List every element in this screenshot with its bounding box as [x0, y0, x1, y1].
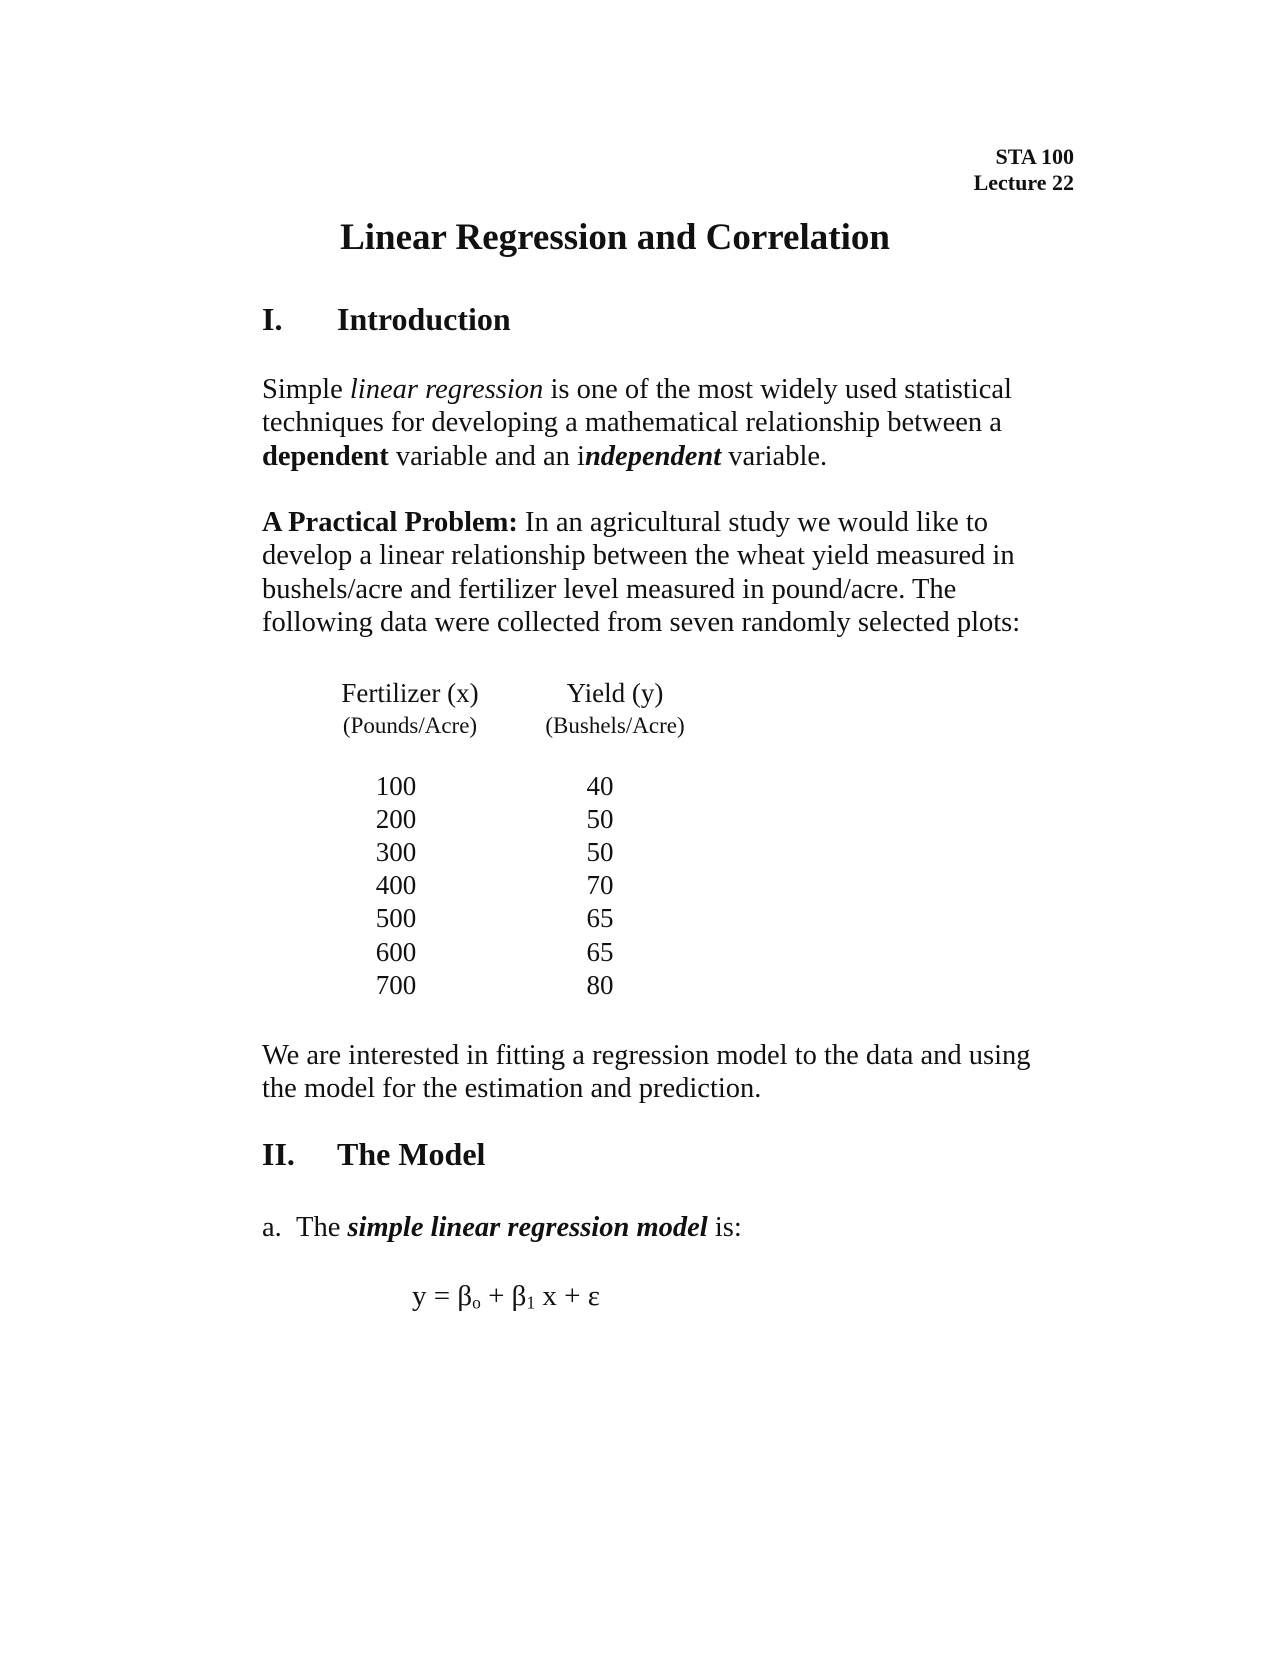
- intro-text: is one of the most widely used statistical techniques for developing a mathematical relationship between a: [262, 374, 1012, 439]
- intro-text: variable and an i: [388, 440, 585, 472]
- item-text: is:: [707, 1212, 742, 1243]
- table-cell-x: 400: [375, 870, 417, 900]
- course-code: STA 100: [995, 144, 1074, 169]
- table-unit-yield: (Bushels/Acre): [545, 713, 685, 738]
- section-heading: Introduction: [337, 301, 511, 337]
- formula-rest: x + ε: [535, 1280, 600, 1312]
- model-item: [262, 1211, 1062, 1244]
- table-cell-y: 40: [586, 771, 614, 801]
- item-label: a.: [262, 1212, 282, 1243]
- table-cell-y: 65: [586, 937, 614, 967]
- table-cell-x: 600: [375, 937, 417, 967]
- table-cell-y: 80: [586, 970, 614, 1000]
- intro-paragraph: [262, 373, 1062, 473]
- table-cell-x: 100: [375, 771, 417, 801]
- regression-formula: [412, 1280, 600, 1313]
- intro-term-linear-regression: linear regression: [349, 374, 544, 405]
- intro-text: variable.: [721, 440, 828, 472]
- section-number: II.: [262, 1136, 295, 1172]
- practical-problem-paragraph: [262, 506, 1062, 639]
- table-cell-x: 700: [375, 970, 417, 1000]
- formula-subscript-0: o: [472, 1292, 481, 1313]
- page-title: Linear Regression and Correlation: [340, 217, 890, 258]
- table-header-fertilizer: Fertilizer (x): [341, 678, 479, 708]
- item-text: The: [296, 1212, 348, 1243]
- practical-problem-label: A Practical Problem:: [262, 507, 518, 538]
- practical-problem-text: In an agricultural study we would like to develop a linear relationship between the wheat yield measured in bushels/acre and fertilizer level measured in pound/acre. The following data were collected from seven randomly selected plots:: [262, 507, 1021, 638]
- section-heading: The Model: [337, 1136, 486, 1172]
- section-number: I.: [262, 301, 283, 337]
- table-header-yield: Yield (y): [566, 678, 664, 708]
- model-term: simple linear regression model: [347, 1212, 708, 1243]
- table-cell-x: 500: [375, 903, 417, 933]
- formula-lhs: y = β: [412, 1280, 473, 1312]
- table-cell-y: 50: [586, 837, 614, 867]
- intro-text: Simple: [262, 374, 350, 405]
- intro-term-dependent: dependent: [262, 440, 389, 472]
- table-cell-x: 300: [375, 837, 417, 867]
- table-cell-y: 50: [586, 804, 614, 834]
- closing-paragraph: We are interested in fitting a regression model to the data and using the model for the estimation and prediction.: [262, 1040, 1031, 1105]
- table-cell-y: 65: [586, 903, 614, 933]
- table-cell-y: 70: [586, 870, 614, 900]
- formula-term: + β: [480, 1280, 527, 1312]
- table-unit-fertilizer: (Pounds/Acre): [342, 713, 478, 738]
- lecture-number: Lecture 22: [973, 170, 1074, 195]
- intro-term-independent: ndependent: [584, 440, 722, 472]
- table-cell-x: 200: [375, 804, 417, 834]
- formula-subscript-1: 1: [526, 1292, 536, 1313]
